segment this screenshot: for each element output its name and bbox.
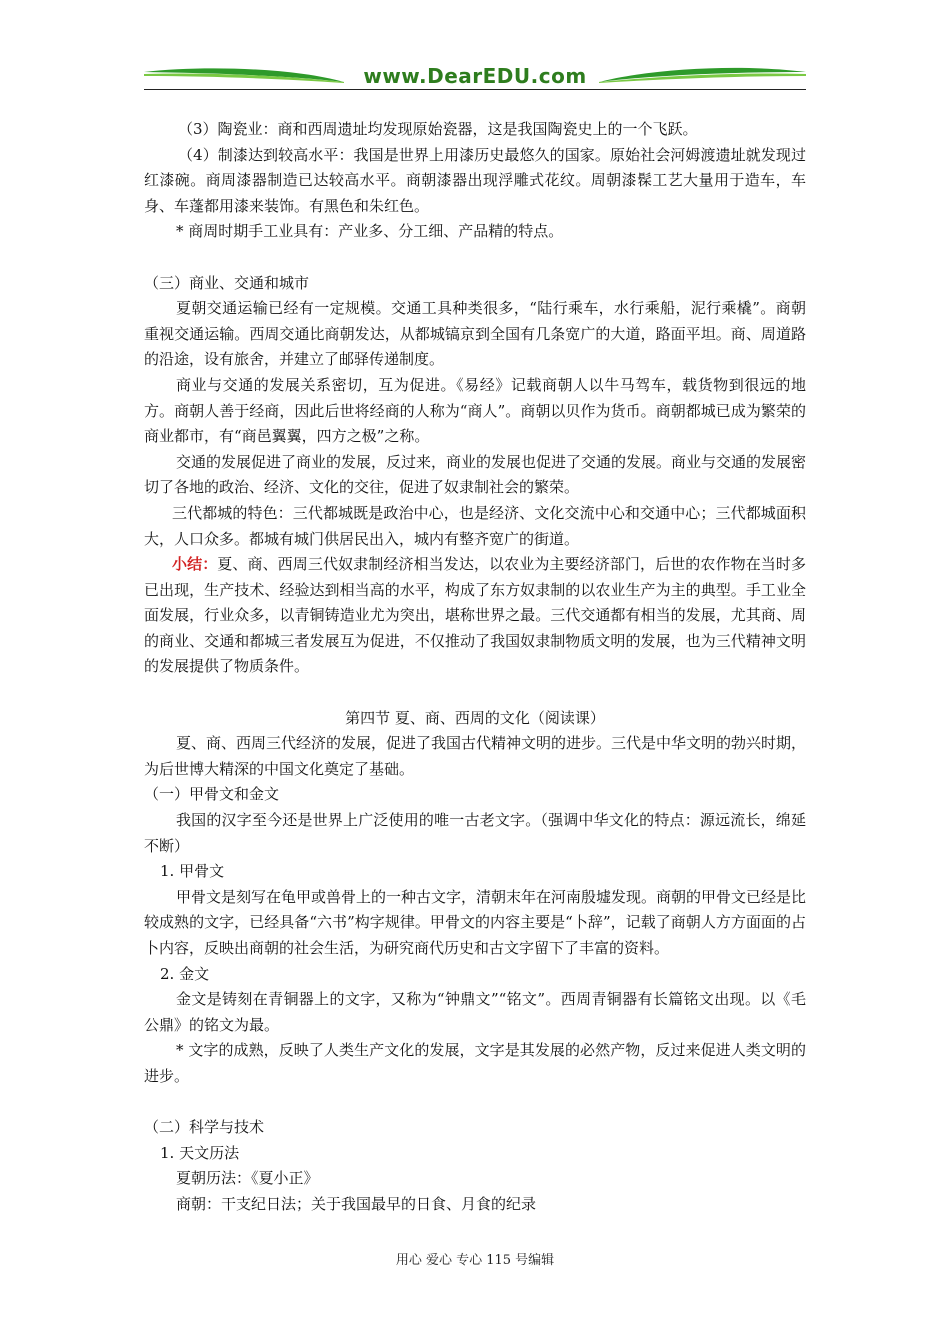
summary-paragraph: 小结：夏、商、西周三代奴隶制经济相当发达，以农业为主要经济部门，后世的农作物在当时多已出现，生产技术、经验达到相当高的水平，构成了东方奴隶制的以农业生产为主的典型。手工业全面发展，行业众多，以青铜铸造业尤为突出，堪称世界之最。三代交通都有相当的发展，尤其商、周的商业、交通和都城三者发展互为促进，不仅推动了我国奴隶制物质文明的发展，也为三代精神文明的发展提供了物质条件。: [144, 555, 806, 676]
paragraph: 甲骨文是刻写在龟甲或兽骨上的一种古文字，清朝末年在河南殷墟发现。商朝的甲骨文已经是比较成熟的文字，已经具备“六书”构字规律。甲骨文的内容主要是“卜辞”，记载了商朝人方方面面的占卜内容，反映出商朝的社会生活，为研究商代历史和古文字留下了丰富的资料。: [144, 887, 807, 957]
paragraph: 三代都城的特色：三代都城既是政治中心，也是经济、文化交流中心和交通中心；三代都城面积大，人口众多。都城有城门供居民出入，城内有整齐宽广的街道。: [144, 503, 806, 548]
paragraph: 夏朝历法：《夏小正》: [176, 1169, 319, 1188]
site-logo-text: www.DearEDU.com: [363, 64, 587, 88]
paragraph: 我国的汉字至今还是世界上广泛使用的唯一古老文字。（强调中华文化的特点：源远流长，绵延不断）: [144, 811, 806, 855]
summary-label: 小结：: [172, 555, 218, 574]
paragraph: * 商周时期手工业具有：产业多、分工细、产品精的特点。: [176, 222, 564, 241]
paragraph: （4）制漆达到较高水平：我国是世界上用漆历史最悠久的国家。原始社会河姆渡遗址就发现过红漆碗。商周漆器制造已达较高水平。商朝漆器出现浮雕式花纹。周朝漆髹工艺大量用于造车，车身、车蓬都用漆来装饰。有黑色和朱红色。: [144, 145, 806, 215]
paragraph: 商朝：干支纪日法；关于我国最早的日食、月食的纪录: [176, 1194, 537, 1213]
paragraph: （3）陶瓷业：商和西周遗址均发现原始瓷器，这是我国陶瓷史上的一个飞跃。: [178, 120, 698, 138]
header-rule: [144, 89, 806, 90]
subheading: 1. 天文历法: [160, 1143, 240, 1162]
section-heading: （二）科学与技术: [144, 1118, 265, 1137]
page-footer: 用心 爱心 专心 115 号编辑: [395, 1253, 555, 1268]
section-title: 第四节 夏、商、西周的文化（阅读课）: [345, 708, 605, 727]
paragraph: 商业与交通的发展关系密切，互为促进。《易经》记载商朝人以牛马驾车，载货物到很远的地方。商朝人善于经商，因此后世将经商的人称为“商人”。商朝以贝作为货币。商朝都城已成为繁荣的商业都市，有“商邑翼翼，四方之极”之称。: [144, 375, 806, 446]
document-body: [144, 117, 806, 1218]
section-heading: （一）甲骨文和金文: [144, 785, 280, 804]
subheading: 1. 甲骨文: [160, 862, 225, 881]
paragraph: 夏朝交通运输已经有一定规模。交通工具种类很多，“陆行乘车，水行乘船，泥行乘橇”。商朝重视交通运输。西周交通比商朝发达，从都城镐京到全国有几条宽广的大道，路面平坦。商、周道路的沿途，设有旅舍，并建立了邮驿传递制度。: [144, 299, 806, 369]
page-header: [144, 60, 806, 92]
paragraph: 夏、商、西周三代经济的发展，促进了我国古代精神文明的进步。三代是中华文明的勃兴时期，为后世博大精深的中国文化奠定了基础。: [144, 734, 807, 778]
paragraph: 金文是铸刻在青铜器上的文字，又称为“钟鼎文”“铭文”。西周青铜器有长篇铭文出现。以《毛公鼎》的铭文为最。: [144, 990, 806, 1034]
subheading: 2. 金文: [160, 964, 210, 983]
paragraph: 交通的发展促进了商业的发展，反过来，商业的发展也促进了交通的发展。商业与交通的发展密切了各地的政治、经济、文化的交往，促进了奴隶制社会的繁荣。: [144, 452, 807, 497]
paragraph: * 文字的成熟，反映了人类生产文化的发展，文字是其发展的必然产物，反过来促进人类文明的进步。: [144, 1041, 806, 1085]
section-heading: （三）商业、交通和城市: [144, 273, 310, 292]
